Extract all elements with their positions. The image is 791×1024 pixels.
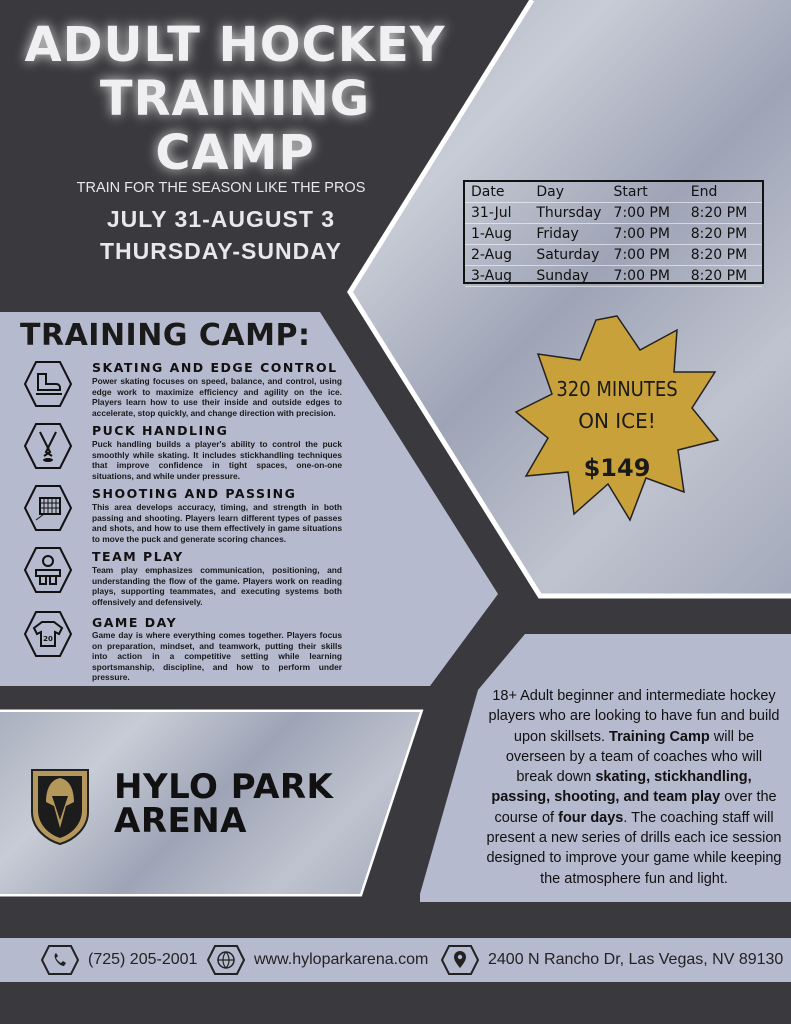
cell-day: Friday (530, 224, 607, 245)
header-start: Start (608, 182, 685, 203)
cell-start: 7:00 PM (608, 245, 685, 266)
arena-name-line-1: HYLO PARK (114, 767, 334, 807)
hockey-net-icon (24, 484, 72, 532)
category-title: TEAM PLAY (92, 549, 184, 564)
category-description: Team play emphasizes communication, positioning, and understanding the flow of the game. Players work on reading plays, supporting teammates, and executing systems both offensively and defensively. (92, 565, 342, 607)
tagline: TRAIN FOR THE SEASON LIKE THE PROS (76, 180, 366, 196)
description-bold: skating, stickhandling, passing, shooting, and team play (491, 769, 752, 806)
description-text: . The coaching staff will present a new series of drills each ice session designed to improve your game while keeping the atmosphere fun and light. (486, 809, 782, 887)
header-date: Date (465, 182, 530, 203)
schedule-table (465, 182, 762, 287)
website-url: www.hyloparkarena.com (254, 951, 429, 968)
cell-end: 8:20 PM (685, 266, 762, 287)
category-title: SKATING AND EDGE CONTROL (92, 360, 338, 375)
category-description: Power skating focuses on speed, balance, and control, using edge work to maximize efficiency and agility on the ice. Players learn how to use their inside and outside edges to accelerate, stop quickly, and change direction with precision. (92, 376, 342, 418)
goalie-icon (24, 546, 72, 594)
jersey-number: 20 (43, 635, 53, 643)
event-days: THURSDAY-SUNDAY (99, 238, 343, 264)
header-end: End (685, 182, 762, 203)
program-description (486, 686, 782, 889)
title-line-2: TRAINING (99, 71, 371, 127)
cell-day: Saturday (530, 245, 607, 266)
skate-icon (24, 360, 72, 408)
globe-icon (206, 944, 246, 976)
event-title (0, 18, 470, 180)
description-text: 18+ Adult beginner and intermediate hockey players who are looking to have fun and build upon skillsets. (488, 688, 780, 745)
jersey-icon (24, 610, 72, 658)
category-description: Puck handling builds a player's ability to control the puck smoothly while skating. It includes stickhandling techniques that improve confidence in tight spaces, one-on-one situations, and while under pressure. (92, 439, 342, 481)
contact-address[interactable] (440, 944, 783, 976)
cell-date: 3-Aug (465, 266, 530, 287)
hockey-sticks-icon (24, 422, 72, 470)
badge-line-1: 320 MINUTES (556, 377, 678, 401)
arena-name-line-2: ARENA (114, 801, 247, 841)
address-text: 2400 N Rancho Dr, Las Vegas, NV 89130 (488, 951, 784, 968)
contact-phone[interactable] (40, 944, 197, 976)
category-title: PUCK HANDLING (92, 423, 229, 438)
event-dates: JULY 31-AUGUST 3 (106, 206, 336, 232)
category-description: Game day is where everything comes together. Players focus on preparation, mindset, and teamwork, putting their skills into action in a competitive setting while learning sportsmanship, discipline, and how to perform under pressure. (92, 630, 342, 682)
description-bold: Training Camp (609, 728, 710, 745)
knight-helmet-logo (28, 766, 92, 846)
price-badge (512, 312, 722, 524)
contact-website[interactable] (206, 944, 428, 976)
description-text: over the course of (494, 789, 777, 826)
cell-date: 1-Aug (465, 224, 530, 245)
category-description: This area develops accuracy, timing, and strength in both passing and shooting. Players learn different types of passes and shots, and how to use them effectively in game situations to move the puck and generate scoring chances. (92, 502, 342, 544)
title-line-3: CAMP (155, 125, 315, 181)
table-row (465, 203, 762, 224)
cell-end: 8:20 PM (685, 245, 762, 266)
category-title: GAME DAY (92, 615, 178, 630)
schedule-table-box (463, 180, 764, 284)
table-row (465, 245, 762, 266)
training-camp-heading: TRAINING CAMP: (20, 318, 311, 353)
cell-day: Thursday (530, 203, 607, 224)
category-title: SHOOTING AND PASSING (92, 486, 297, 501)
location-pin-icon (440, 944, 480, 976)
cell-end: 8:20 PM (685, 203, 762, 224)
table-header-row (465, 182, 762, 203)
table-row (465, 266, 762, 287)
phone-number: (725) 205-2001 (88, 951, 198, 968)
title-line-1: ADULT HOCKEY (24, 17, 446, 73)
description-text: will be overseen by a team of coaches who will break down (505, 728, 763, 786)
cell-date: 2-Aug (465, 245, 530, 266)
arena-name (114, 767, 334, 841)
phone-icon (40, 944, 80, 976)
cell-day: Sunday (530, 266, 607, 287)
cell-end: 8:20 PM (685, 224, 762, 245)
description-bold: four days (558, 809, 624, 826)
table-row (465, 224, 762, 245)
cell-start: 7:00 PM (608, 203, 685, 224)
footer-bottom (0, 982, 791, 1024)
cell-start: 7:00 PM (608, 224, 685, 245)
cell-date: 31-Jul (465, 203, 530, 224)
header-day: Day (530, 182, 607, 203)
badge-price: $149 (583, 454, 651, 482)
cell-start: 7:00 PM (608, 266, 685, 287)
badge-line-2: ON ICE! (578, 409, 656, 433)
